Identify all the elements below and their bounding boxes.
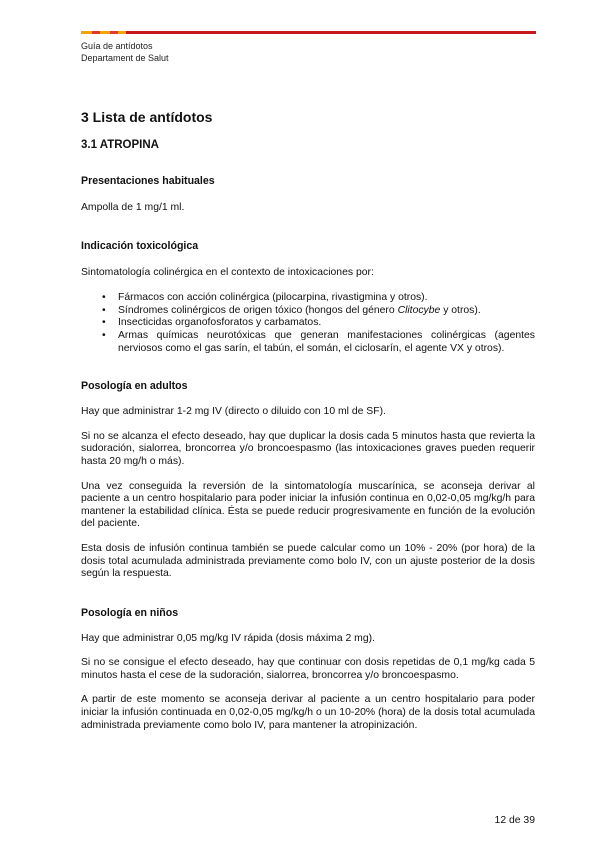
bullet-icon: • <box>102 304 106 316</box>
list-item: • Armas químicas neurotóxicas que generan manifestaciones colinérgicas (agentes nerviosos como el gas sarín, el tabún, el somán, el ciclosarín, el agente VX y otros). <box>102 329 535 354</box>
indicacion-list <box>81 292 535 355</box>
header-color-bar <box>81 31 536 34</box>
subsection-title: 3.1 ATROPINA <box>81 139 159 151</box>
adultos-paragraph: Si no se alcanza el efecto deseado, hay que duplicar la dosis cada 5 minutos hasta que revierta la sudoración, sialorrea, broncorrea y/o broncoespasmo (las intoxicaciones graves pueden requerir hasta 20 mg/h o más). <box>81 430 535 467</box>
indicacion-heading: Indicación toxicológica <box>81 239 199 252</box>
bar-segment <box>100 31 110 34</box>
list-item: • Insecticidas organofosforatos y carbamatos. <box>102 317 322 329</box>
page-number: 12 de 39 <box>494 815 535 826</box>
ninos-paragraph: Hay que administrar 0,05 mg/kg IV rápida (dosis máxima 2 mg). <box>81 632 375 644</box>
indicacion-intro: Sintomatología colinérgica en el contexto de intoxicaciones por: <box>81 266 374 278</box>
page-content <box>81 108 535 732</box>
bullet-icon: • <box>102 329 106 341</box>
bar-segment <box>110 31 118 34</box>
ninos-heading: Posología en niños <box>81 606 179 619</box>
presentaciones-text: Ampolla de 1 mg/1 ml. <box>81 202 185 213</box>
list-item: • Síndromes colinérgicos de origen tóxico (hongos del género Clitocybe y otros). <box>102 304 481 316</box>
bar-segment <box>81 31 92 34</box>
document-header <box>81 40 169 64</box>
header-department: Departament de Salut <box>81 53 169 63</box>
header-title: Guía de antídotos <box>81 41 153 51</box>
adultos-paragraph: Hay que administrar 1-2 mg IV (directo o diluido con 10 ml de SF). <box>81 406 386 418</box>
bullet-icon: • <box>102 317 106 329</box>
ninos-paragraph: Si no se consigue el efecto deseado, hay que continuar con dosis repetidas de 0,1 mg/kg cada 5 minutos hasta el cese de la sudoración, sialorrea, broncorrea y/o broncoespasmo. <box>81 657 535 681</box>
adultos-paragraph: Esta dosis de infusión continua también se puede calcular como un 10% - 20% (por hora) de la dosis total acumulada administrada previamente como bolo IV, con un ajuste posterior de la dosis según la respuesta. <box>81 542 535 580</box>
section-title: 3 Lista de antídotos <box>81 109 213 125</box>
bar-segment <box>92 31 100 34</box>
bar-segment <box>118 31 126 34</box>
ninos-paragraph: A partir de este momento se aconseja derivar al paciente a un centro hospitalario para poder iniciar la infusión continuada en 0,02-0,05 mg/kg/h o un 10-20% (hora) de la dosis total acumulada administrada previamente como bolo IV, para mantener la atropinización. <box>81 694 535 731</box>
bar-segment <box>126 31 536 34</box>
list-item: • Fármacos con acción colinérgica (pilocarpina, rivastigmina y otros). <box>102 292 428 304</box>
presentaciones-heading: Presentaciones habituales <box>81 175 215 187</box>
adultos-heading: Posología en adultos <box>81 380 188 393</box>
bullet-icon: • <box>102 292 106 304</box>
adultos-paragraph: Una vez conseguida la reversión de la sintomatología muscarínica, se aconseja derivar al paciente a un centro hospitalario para poder iniciar la infusión continua en 0,02-0,05 mg/kg/h para mantener la estabilidad clínica. Ésta se puede reducir progresivamente en función de la evolución del paciente. <box>81 480 535 530</box>
